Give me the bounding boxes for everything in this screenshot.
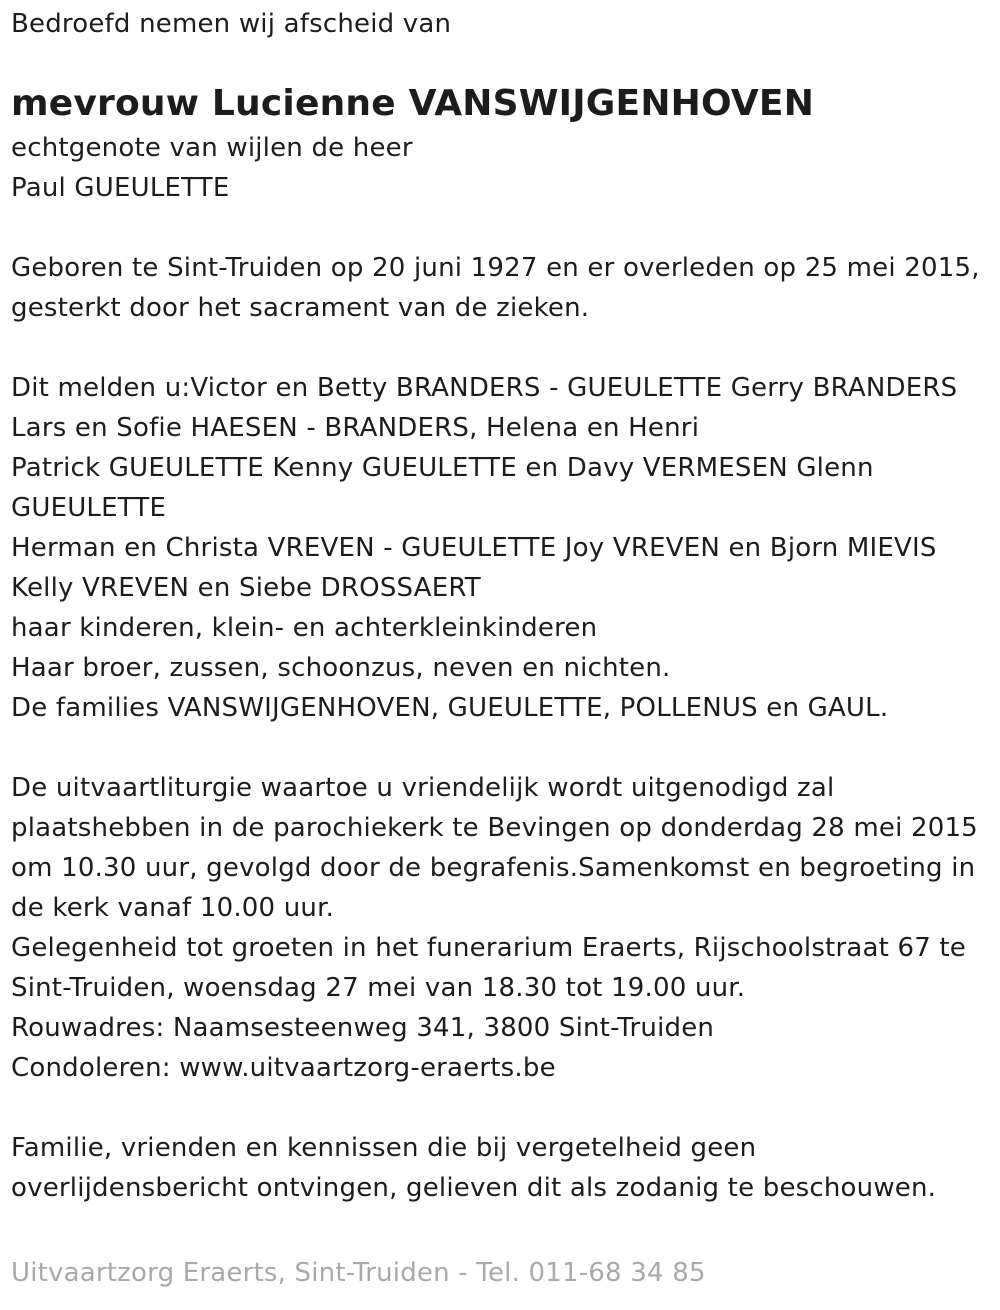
spouse-line: echtgenote van wijlen de heer xyxy=(11,133,413,163)
birth-death-section xyxy=(11,248,991,328)
family-line: Haar broer, zussen, schoonzus, neven en nichten. xyxy=(11,653,671,683)
funeral-line: plaatshebben in de parochiekerk te Bevingen op donderdag 28 mei 2015 xyxy=(11,813,978,843)
family-line: Lars en Sofie HAESEN - BRANDERS, Helena en Henri xyxy=(11,413,700,443)
funeral-home-footer: Uitvaartzorg Eraerts, Sint-Truiden - Tel. 011-68 34 85 xyxy=(11,1258,706,1288)
funeral-line: om 10.30 uur, gevolgd door de begrafenis.Samenkomst en begroeting in xyxy=(11,853,976,883)
family-line: Dit melden u:Victor en Betty BRANDERS - GUEULETTE Gerry BRANDERS xyxy=(11,373,958,403)
birth-death-line: gesterkt door het sacrament van de zieken. xyxy=(11,293,590,323)
condolence-link: Condoleren: www.uitvaartzorg-eraerts.be xyxy=(11,1053,556,1083)
family-line: Herman en Christa VREVEN - GUEULETTE Joy VREVEN en Bjorn MIEVIS xyxy=(11,533,937,563)
funeral-line: De uitvaartliturgie waartoe u vriendelijk wordt uitgenodigd zal xyxy=(11,773,835,803)
intro-text: Bedroefd nemen wij afscheid van xyxy=(11,9,452,39)
birth-death-line: Geboren te Sint-Truiden op 20 juni 1927 en er overleden op 25 mei 2015, xyxy=(11,253,980,283)
family-section xyxy=(11,368,991,728)
spouse-line: Paul GUEULETTE xyxy=(11,173,230,203)
family-line: Patrick GUEULETTE Kenny GUEULETTE en Davy VERMESEN Glenn xyxy=(11,453,874,483)
family-line: Kelly VREVEN en Siebe DROSSAERT xyxy=(11,573,481,603)
closing-line: Familie, vrienden en kennissen die bij vergetelheid geen xyxy=(11,1133,757,1163)
funeral-section xyxy=(11,768,991,1088)
family-line: GUEULETTE xyxy=(11,493,167,523)
funeral-line: Sint-Truiden, woensdag 27 mei van 18.30 tot 19.00 uur. xyxy=(11,973,746,1003)
closing-section xyxy=(11,1128,991,1208)
family-line: De families VANSWIJGENHOVEN, GUEULETTE, POLLENUS en GAUL. xyxy=(11,693,889,723)
funeral-line: Gelegenheid tot groeten in het funerarium Eraerts, Rijschoolstraat 67 te xyxy=(11,933,967,963)
deceased-name: mevrouw Lucienne VANSWIJGENHOVEN xyxy=(11,83,815,124)
funeral-address: Rouwadres: Naamsesteenweg 341, 3800 Sint-Truiden xyxy=(11,1013,715,1043)
death-notice xyxy=(11,4,991,1208)
closing-line: overlijdensbericht ontvingen, gelieven dit als zodanig te beschouwen. xyxy=(11,1173,937,1203)
funeral-line: de kerk vanaf 10.00 uur. xyxy=(11,893,335,923)
family-line: haar kinderen, klein- en achterkleinkinderen xyxy=(11,613,598,643)
spouse-section xyxy=(11,128,991,208)
